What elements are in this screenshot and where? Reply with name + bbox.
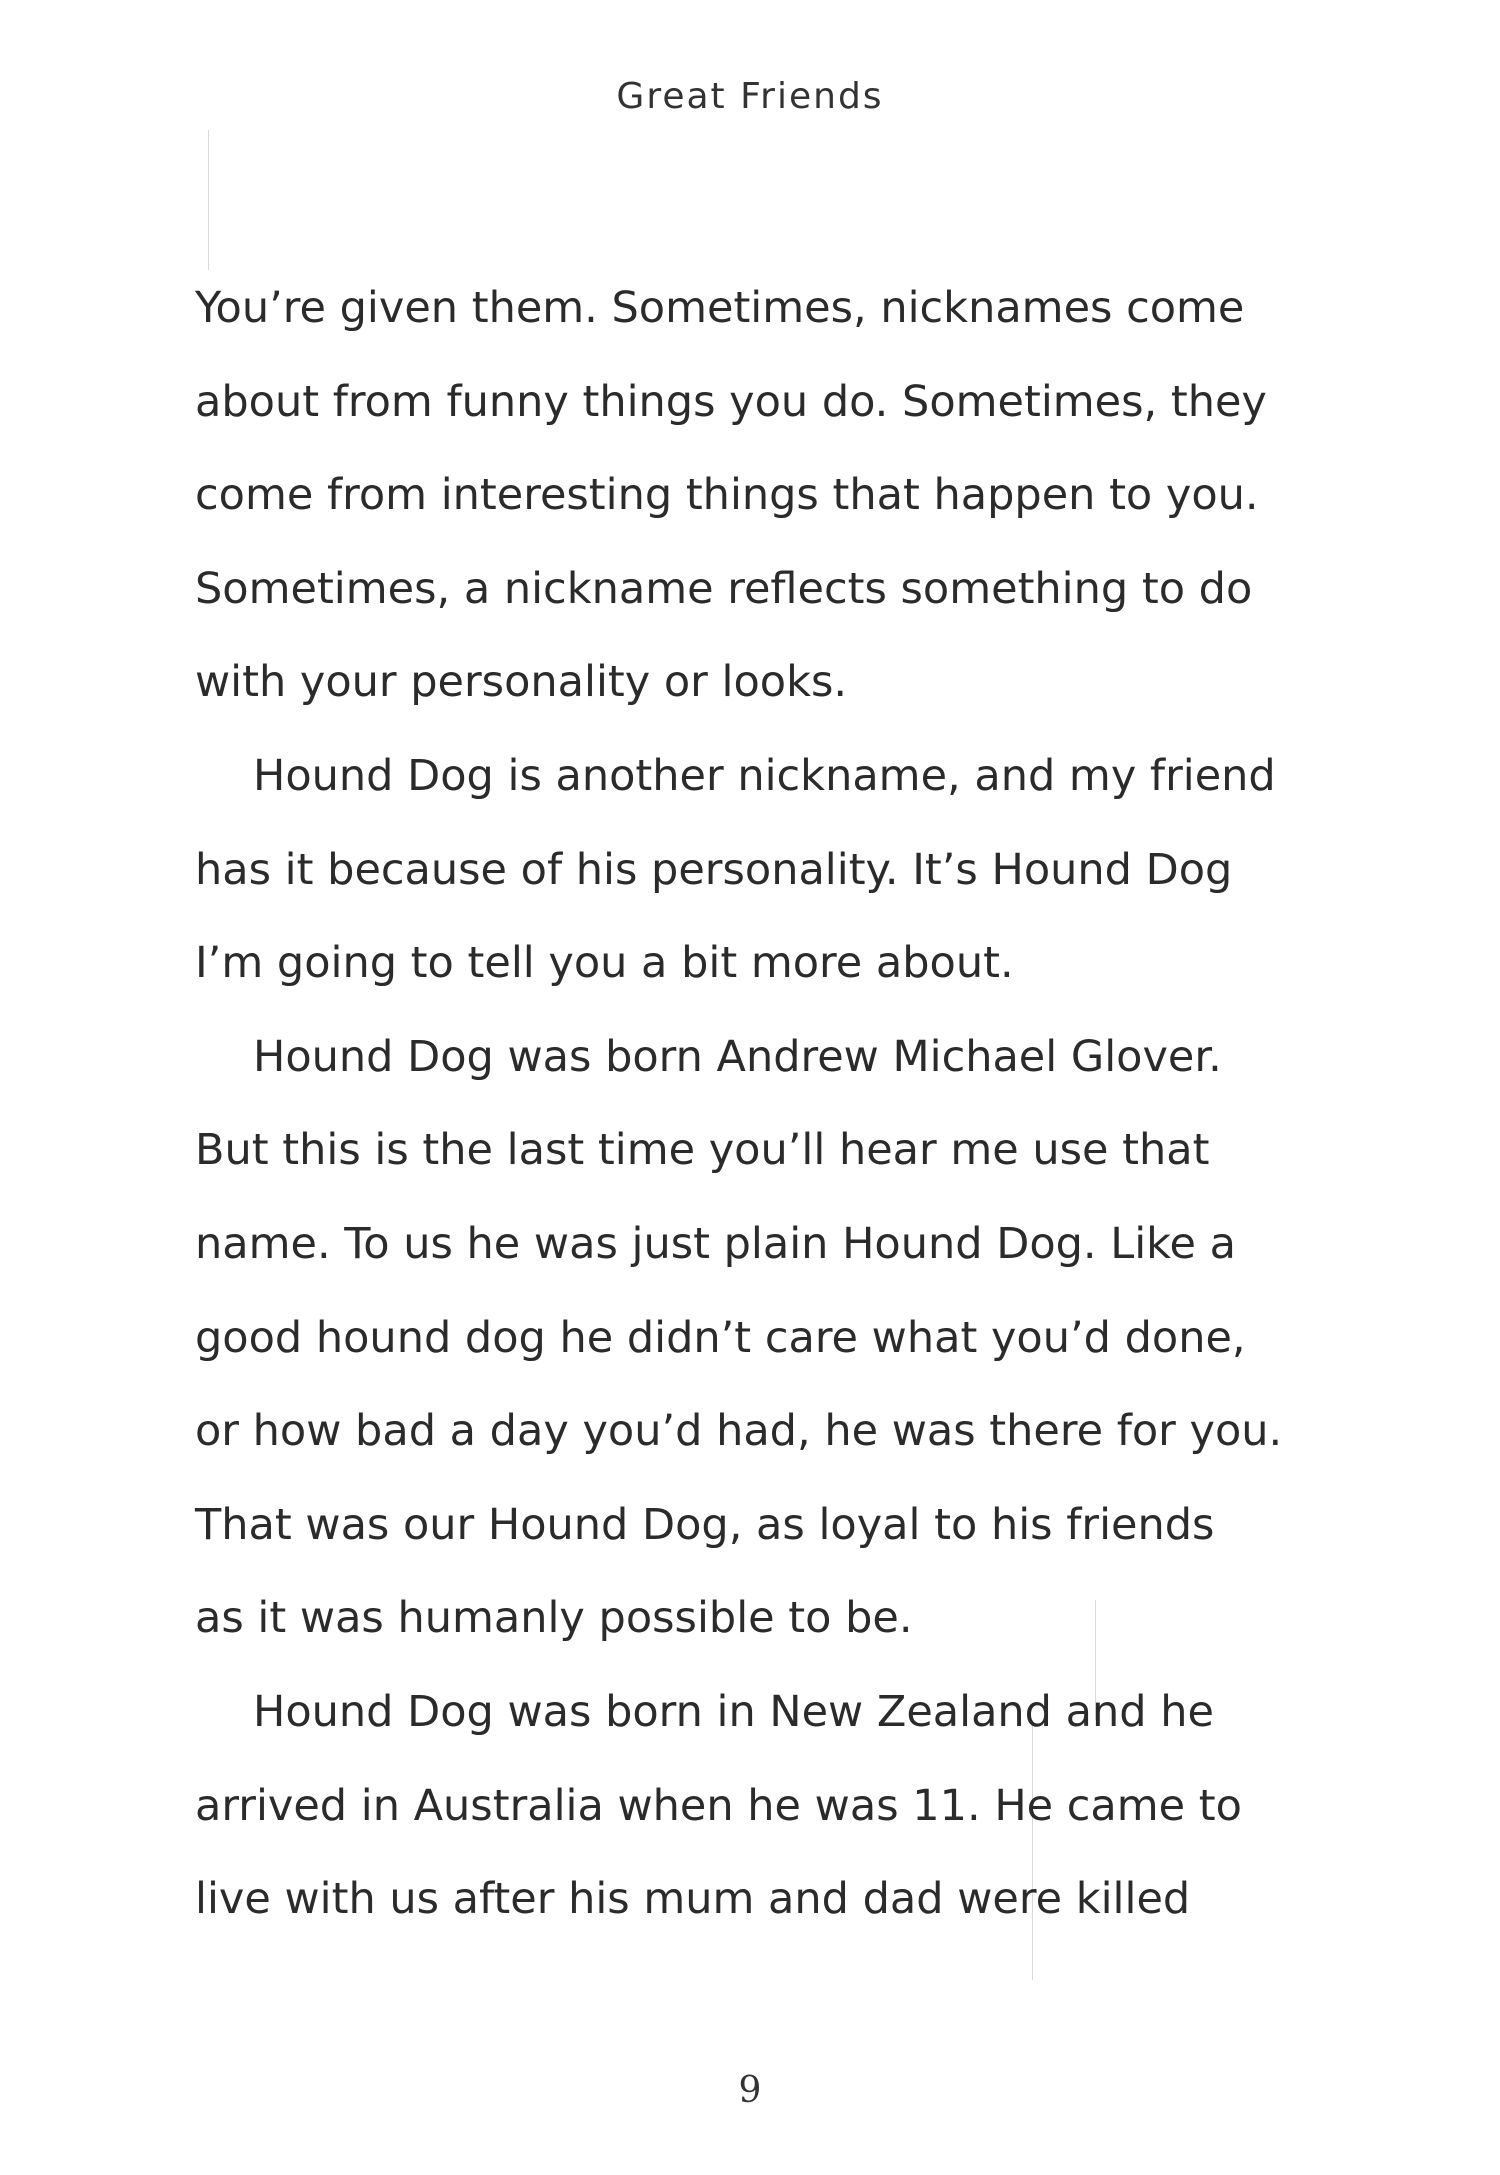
page-number: 9 [738,2070,762,2111]
text-line: has it because of his personality. It’s Hound Dog [195,844,1233,895]
scan-mark [208,130,209,270]
text-line: with your personality or looks. [195,657,848,708]
body-text [195,262,1335,1947]
text-line: as it was humanly possible to be. [195,1593,913,1644]
text-line: You’re given them. Sometimes, nicknames come [195,283,1245,333]
text-line: Hound Dog was born Andrew Michael Glover. [253,1031,1222,1082]
text-line: arrived in Australia when he was 11. He came to [195,1780,1242,1831]
text-line: name. To us he was just plain Hound Dog. Like a [195,1218,1237,1269]
text-line: Sometimes, a nickname reflects something to do [195,563,1253,614]
text-line: Hound Dog is another nickname, and my friend [253,750,1276,801]
text-line: come from interesting things that happen to you. [195,470,1259,521]
text-line: I’m going to tell you a bit more about. [195,938,1014,989]
text-line: about from funny things you do. Sometimes, they [195,376,1267,427]
text-line: That was our Hound Dog, as loyal to his friends [195,1499,1215,1550]
text-line: good hound dog he didn’t care what you’d done, [195,1312,1246,1363]
text-line: But this is the last time you’ll hear me use that [195,1125,1210,1176]
text-line: Hound Dog was born in New Zealand and he [253,1686,1214,1737]
text-line: or how bad a day you’d had, he was there for you. [195,1406,1283,1457]
running-head: Great Friends [616,76,884,117]
text-line: live with us after his mum and dad were killed [195,1874,1191,1925]
